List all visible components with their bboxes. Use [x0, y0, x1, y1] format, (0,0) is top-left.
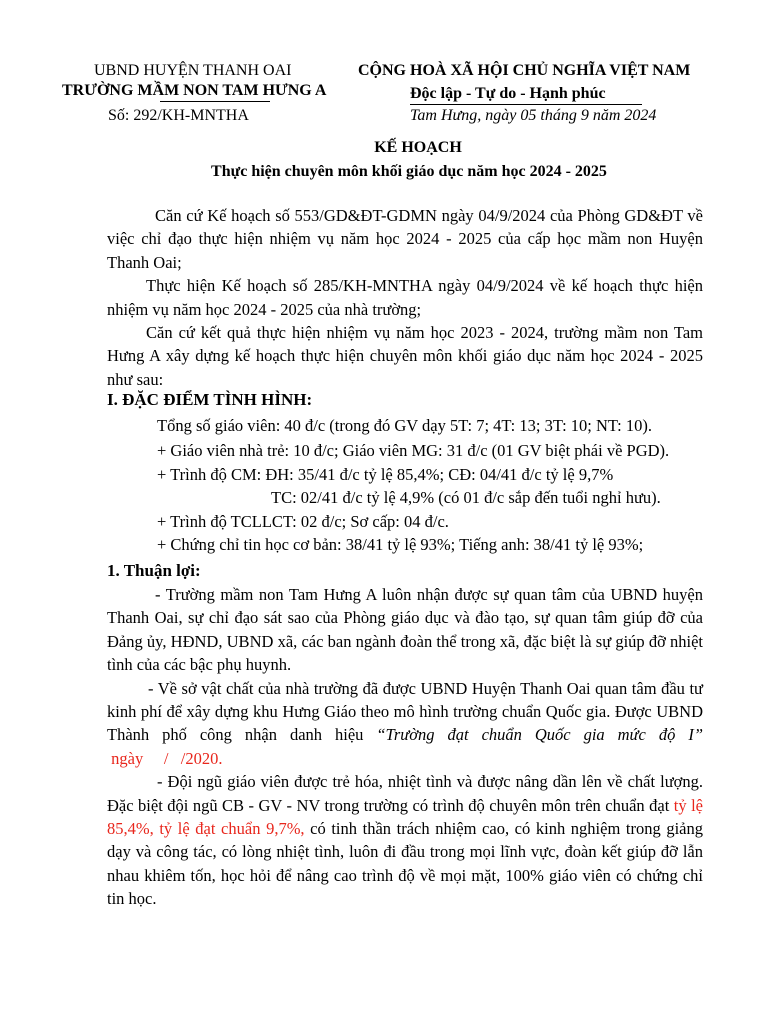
advantages-paragraph-1: - Trường mầm non Tam Hưng A luôn nhận được sự quan tâm của UBND huyện Thanh Oai, sự chỉ đạo sát sao của Phòng giáo dục và đào tạo, sự quan tâm giúp đỡ của Đảng ủy, HĐND, UBND xã, các ban ngành đoàn thể trong xã, đặc biệt là sự giúp đỡ nhiệt tình của các bậc phụ huynh. — [107, 585, 703, 675]
preamble-paragraph-2: Thực hiện Kế hoạch số 285/KH-MNTHA ngày 04/9/2024 về kế hoạch thực hiện nhiệm vụ năm học 2024 - 2025 của nhà trường; — [107, 276, 703, 319]
district-name: UBND HUYỆN THANH OAI — [94, 62, 292, 79]
staff-ratio-highlight: tỷ lệ 85,4%, tỷ lệ đạt chuẩn 9,7%, — [107, 795, 703, 839]
school-name: TRƯỜNG MẦM NON TAM HƯNG A — [62, 82, 327, 99]
standard-title: “Trường đạt chuẩn Quốc gia mức độ I” — [376, 725, 703, 745]
certificates: + Chứng chỉ tin học cơ bản: 38/41 tỷ lệ 93%; Tiếng anh: 38/41 tỷ lệ 93%; — [157, 535, 644, 554]
advantages-body — [107, 583, 703, 911]
professional-level: + Trình độ CM: ĐH: 35/41 đ/c tỷ lệ 85,4%; CĐ: 04/41 đ/c tỷ lệ 9,7% — [157, 465, 614, 484]
advantages-paragraph-3 — [107, 770, 703, 910]
preamble-paragraph-1: Căn cứ Kế hoạch số 553/GD&ĐT-GDMN ngày 04/9/2024 của Phòng GD&ĐT về việc chỉ đạo thực hiện nhiệm vụ năm học 2024 - 2025 của cấp học mầm non Huyện Thanh Oai; — [107, 206, 703, 272]
professional-level-tc: TC: 02/41 đ/c tỷ lệ 4,9% (có 01 đ/c sắp đến tuổi nghỉ hưu). — [271, 488, 661, 507]
recognition-date: ngày / /2020. — [107, 748, 223, 768]
staff-quality-text-end: có tinh thần trách nhiệm cao, có kinh nghiệm trong giảng dạy và công tác, có lòng nhiệt tình, luôn đi đầu trong mọi lĩnh vực, đoàn kết giúp đỡ lẫn nhau khiêm tốn, học hỏi để nâng cao trình độ về mọi mặt, 100% giáo viên có chứng chỉ tin học. — [107, 819, 703, 909]
staff-total: Tổng số giáo viên: 40 đ/c (trong đó GV dạy 5T: 7; 4T: 13; 3T: 10; NT: 10). — [157, 416, 653, 435]
document-title: KẾ HOẠCH — [374, 139, 462, 156]
preamble — [107, 204, 703, 391]
motto-underline — [410, 104, 642, 105]
advantages-heading: 1. Thuận lợi: — [107, 561, 201, 580]
document-subtitle: Thực hiện chuyên môn khối giáo dục năm học 2024 - 2025 — [211, 163, 607, 180]
school-underline — [160, 101, 270, 102]
staff-breakdown: + Giáo viên nhà trẻ: 10 đ/c; Giáo viên MG: 31 đ/c (01 GV biệt phái về PGD). — [157, 441, 670, 460]
national-motto: Độc lập - Tự do - Hạnh phúc — [410, 85, 606, 102]
place-date: Tam Hưng, ngày 05 tháng 9 năm 2024 — [410, 107, 657, 124]
advantages-paragraph-2 — [107, 677, 703, 771]
preamble-paragraph-3: Căn cứ kết quả thực hiện nhiệm vụ năm học 2023 - 2024, trường mầm non Tam Hưng A xây dựng kế hoạch thực hiện chuyên môn khối giáo dục năm học 2024 - 2025 như sau: — [107, 323, 703, 389]
political-level: + Trình độ TCLLCT: 02 đ/c; Sơ cấp: 04 đ/c. — [157, 512, 449, 531]
document-number: Số: 292/KH-MNTHA — [108, 107, 249, 124]
facilities-text: - Về sở vật chất của nhà trường đã được UBND Huyện Thanh Oai quan tâm đầu tư kinh phí để xây dựng khu Hưng Giáo theo mô hình trường chuẩn Quốc gia. Được UBND Thành phố công nhận danh hiệu — [107, 678, 703, 745]
section-heading: I. ĐẶC ĐIỂM TÌNH HÌNH: — [107, 390, 313, 409]
country-name: CỘNG HOÀ XÃ HỘI CHỦ NGHĨA VIỆT NAM — [358, 62, 691, 79]
staff-quality-text: - Đội ngũ giáo viên được trẻ hóa, nhiệt tình và được nâng dần lên về chất lượng. Đặc biệt đội ngũ CB - GV - NV trong trường có trình độ chuyên môn trên chuẩn đạt — [107, 772, 703, 815]
